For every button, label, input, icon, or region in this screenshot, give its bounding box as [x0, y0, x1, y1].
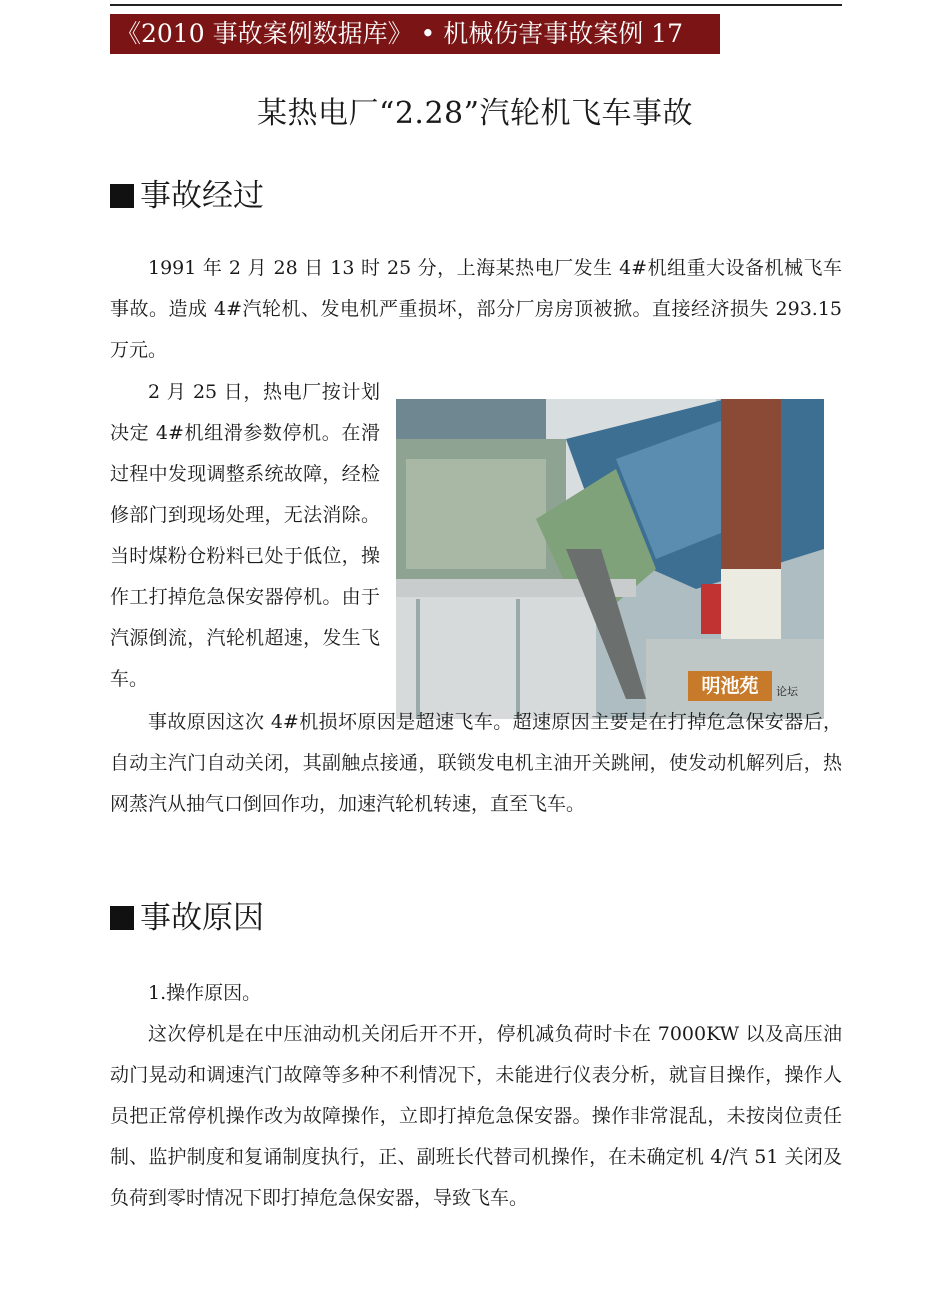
top-rule: [110, 4, 842, 6]
black-square-icon: [110, 184, 134, 208]
accident-scene-photo: [396, 399, 824, 719]
header-banner: 《2010 事故案例数据库》 • 机械伤害事故案例 17: [110, 14, 720, 54]
paragraph-accident-summary: 1991 年 2 月 28 日 13 时 25 分，上海某热电厂发生 4#机组重大设备机械飞车事故。造成 4#汽轮机、发电机严重损坏，部分厂房房顶被掀。直接经济损失 293.15 万元。: [110, 257, 842, 361]
paragraph-operation-cause: 这次停机是在中压油动机关闭后开不开，停机减负荷时卡在 7000KW 以及高压油动门晃动和调速汽门故障等多种不利情况下，未能进行仪表分析，就盲目操作，操作人员把正常停机操作改为故障操作，立即打掉危急保安器。操作非常混乱，未按岗位责任制、监护制度和复诵制度执行，正、副班长代替司机操作，在未确定机 4/汽 51 关闭及负荷到零时情况下即打掉危急保安器，导致飞车。: [110, 1023, 842, 1209]
photo-watermark-logo: 明池苑: [688, 671, 772, 701]
paragraph-cause-item-1: 1.操作原因。: [148, 982, 262, 1004]
black-square-icon: [110, 906, 134, 930]
document-title: 某热电厂“2.28”汽轮机飞车事故: [257, 96, 693, 131]
section-heading-process: [110, 174, 264, 218]
paragraph-accident-sequence: 2 月 25 日，热电厂按计划决定 4#机组滑参数停机。在滑过程中发现调整系统故障，经检修部门到现场处理，无法消除。当时煤粉仓粉料已处于低位，操作工打掉危急保安器停机。由于汽源倒流，汽轮机超速，发生飞车。: [110, 381, 380, 690]
section-heading-text: 事故经过: [140, 178, 264, 214]
section-heading-causes: [110, 896, 264, 940]
paragraph-accident-cause-summary: 事故原因这次 4#机损坏原因是超速飞车。超速原因主要是在打掉危急保安器后，自动主汽门自动关闭，其副触点接通，联锁发电机主油开关跳闸，使发动机解列后，热网蒸汽从抽气口倒回作功，加速汽轮机转速，直至飞车。: [110, 711, 842, 815]
photo-watermark-tag: 论坛: [776, 685, 798, 698]
section-heading-text: 事故原因: [140, 900, 264, 936]
